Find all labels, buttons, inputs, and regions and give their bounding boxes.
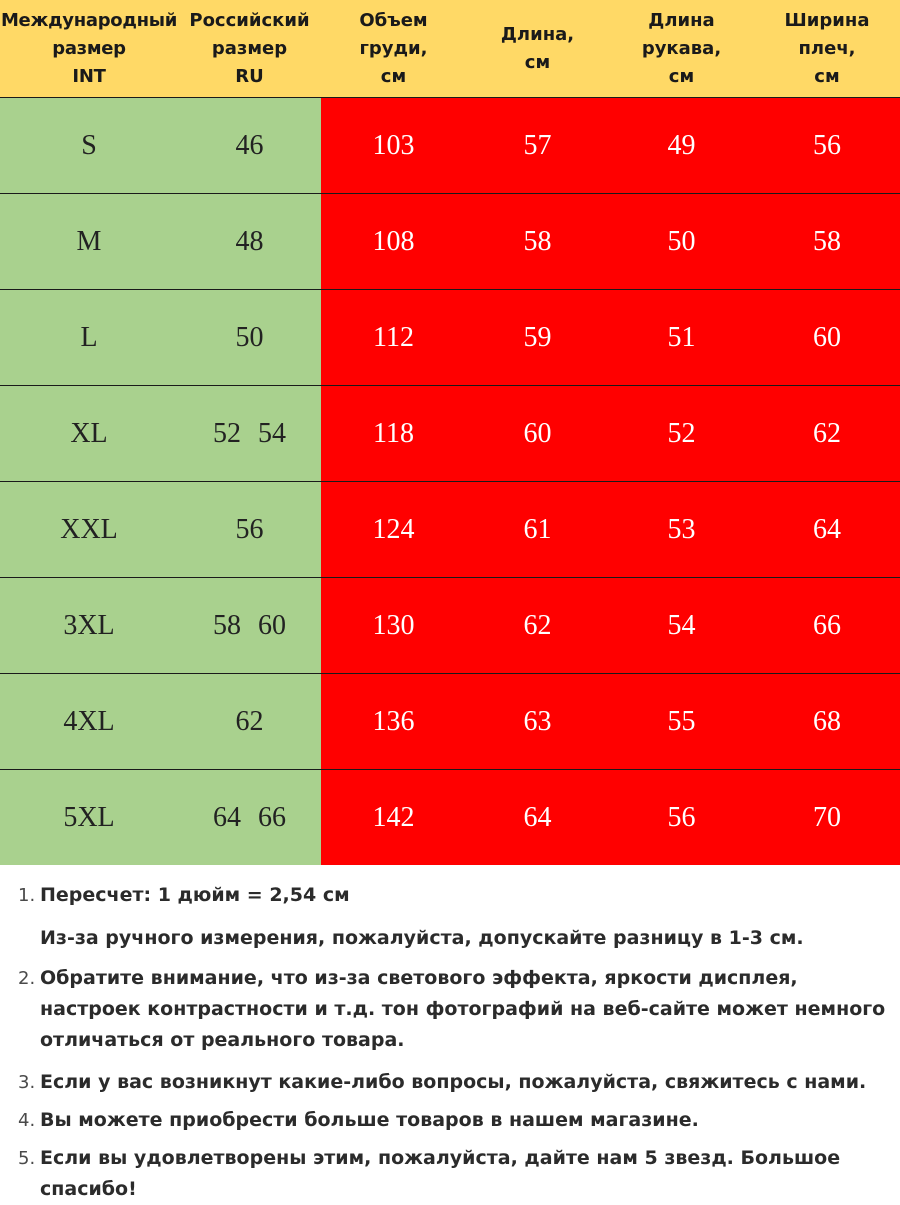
cell-chest: 118 xyxy=(321,386,466,482)
cell-int-size: M xyxy=(0,194,178,290)
header-length: Длина, см xyxy=(466,0,609,98)
note-number: 1. xyxy=(18,885,36,906)
cell-ru-size: 58 60 xyxy=(178,578,321,674)
table-row xyxy=(0,770,900,866)
cell-ru-size: 48 xyxy=(178,194,321,290)
note-text: Если вы удовлетворены этим, пожалуйста, дайте нам 5 звезд. Большое спасибо! xyxy=(40,1147,841,1200)
cell-ru-size: 64 66 xyxy=(178,770,321,866)
cell-chest: 112 xyxy=(321,290,466,386)
cell-chest: 130 xyxy=(321,578,466,674)
cell-shoulder-width: 66 xyxy=(754,578,900,674)
note-text: Обратите внимание, что из-за светового эффекта, яркости дисплея, настроек контрастности и т.д. тон фотографий на веб-сайте может немного отличаться от реального товара. xyxy=(40,967,886,1051)
cell-ru-size: 52 54 xyxy=(178,386,321,482)
header-int-size: Международный размер INT xyxy=(0,0,178,98)
cell-sleeve-length: 50 xyxy=(609,194,754,290)
cell-chest: 142 xyxy=(321,770,466,866)
notes-list xyxy=(0,872,900,1205)
cell-length: 63 xyxy=(466,674,609,770)
cell-sleeve-length: 54 xyxy=(609,578,754,674)
cell-sleeve-length: 55 xyxy=(609,674,754,770)
cell-sleeve-length: 52 xyxy=(609,386,754,482)
cell-chest: 103 xyxy=(321,98,466,194)
cell-shoulder-width: 58 xyxy=(754,194,900,290)
cell-int-size: L xyxy=(0,290,178,386)
header-chest: Объем груди, см xyxy=(321,0,466,98)
cell-chest: 124 xyxy=(321,482,466,578)
cell-ru-size: 50 xyxy=(178,290,321,386)
cell-ru-size: 62 xyxy=(178,674,321,770)
note-item xyxy=(0,1105,900,1136)
note-item xyxy=(0,880,900,954)
note-item xyxy=(0,1143,900,1205)
header-ru-size: Российский размер RU xyxy=(178,0,321,98)
table-row xyxy=(0,578,900,674)
cell-shoulder-width: 64 xyxy=(754,482,900,578)
cell-int-size: 3XL xyxy=(0,578,178,674)
cell-chest: 136 xyxy=(321,674,466,770)
cell-int-size: S xyxy=(0,98,178,194)
cell-shoulder-width: 68 xyxy=(754,674,900,770)
cell-shoulder-width: 56 xyxy=(754,98,900,194)
cell-shoulder-width: 62 xyxy=(754,386,900,482)
cell-int-size: XXL xyxy=(0,482,178,578)
note-number: 4. xyxy=(18,1110,36,1131)
table-header-row xyxy=(0,0,900,98)
table-row xyxy=(0,194,900,290)
note-subtext: Из-за ручного измерения, пожалуйста, допускайте разницу в 1-3 см. xyxy=(40,927,804,949)
note-body xyxy=(40,880,886,954)
cell-int-size: 5XL xyxy=(0,770,178,866)
cell-shoulder-width: 70 xyxy=(754,770,900,866)
cell-sleeve-length: 49 xyxy=(609,98,754,194)
note-item xyxy=(0,963,900,1056)
table-row xyxy=(0,98,900,194)
cell-shoulder-width: 60 xyxy=(754,290,900,386)
header-shoulder-width: Ширина плеч, см xyxy=(754,0,900,98)
cell-int-size: 4XL xyxy=(0,674,178,770)
note-number: 5. xyxy=(18,1148,36,1169)
cell-length: 59 xyxy=(466,290,609,386)
cell-sleeve-length: 53 xyxy=(609,482,754,578)
cell-sleeve-length: 56 xyxy=(609,770,754,866)
note-number: 2. xyxy=(18,968,36,989)
cell-length: 60 xyxy=(466,386,609,482)
table-row xyxy=(0,674,900,770)
table-row xyxy=(0,290,900,386)
table-row xyxy=(0,386,900,482)
table-row xyxy=(0,482,900,578)
cell-length: 58 xyxy=(466,194,609,290)
cell-chest: 108 xyxy=(321,194,466,290)
cell-length: 64 xyxy=(466,770,609,866)
cell-length: 61 xyxy=(466,482,609,578)
cell-ru-size: 46 xyxy=(178,98,321,194)
note-text: Если у вас возникнут какие-либо вопросы, пожалуйста, свяжитесь с нами. xyxy=(40,1071,867,1093)
note-number: 3. xyxy=(18,1072,36,1093)
note-text: Пересчет: 1 дюйм = 2,54 см xyxy=(40,884,350,906)
cell-length: 57 xyxy=(466,98,609,194)
cell-int-size: XL xyxy=(0,386,178,482)
header-sleeve-length: Длина рукава, см xyxy=(609,0,754,98)
note-item xyxy=(0,1067,900,1098)
cell-sleeve-length: 51 xyxy=(609,290,754,386)
cell-length: 62 xyxy=(466,578,609,674)
note-text: Вы можете приобрести больше товаров в нашем магазине. xyxy=(40,1109,699,1131)
cell-ru-size: 56 xyxy=(178,482,321,578)
